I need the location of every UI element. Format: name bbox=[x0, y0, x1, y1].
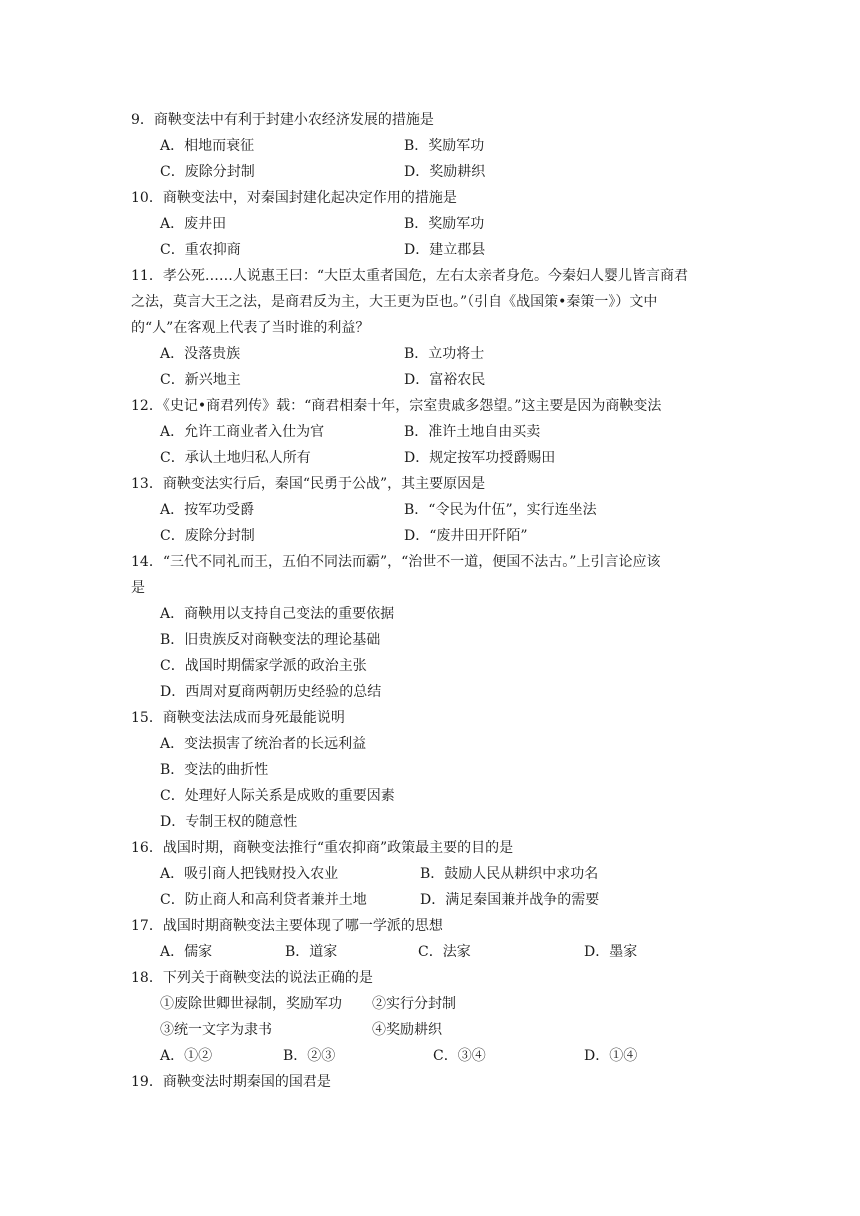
question-15-option-d: D．专制王权的随意性 bbox=[160, 814, 298, 830]
question-9-stem: 9．商鞅变法中有利于封建小农经济发展的措施是 bbox=[131, 112, 434, 128]
question-16-option-c: C．防止商人和高利贷者兼并土地 bbox=[160, 892, 367, 908]
question-17-option-c: C．法家 bbox=[418, 944, 471, 960]
question-12-option-a: A．允许工商业者入仕为官 bbox=[160, 424, 325, 440]
question-9-option-c: C．废除分封制 bbox=[160, 164, 255, 180]
question-13-option-a: A．按军功受爵 bbox=[160, 502, 255, 518]
question-18-option-c: C．③④ bbox=[433, 1048, 486, 1064]
question-11-option-d: D．富裕农民 bbox=[404, 372, 486, 388]
question-18-option-b: B．②③ bbox=[283, 1048, 336, 1064]
question-11-stem-line-1: 11．孝公死……人说惠王曰：“大臣太重者国危，左右太亲者身危。今秦妇人婴儿皆言商君 bbox=[131, 268, 688, 284]
question-14-stem-line-2: 是 bbox=[131, 580, 145, 596]
question-14-stem-line-1: 14．“三代不同礼而王，五伯不同法而霸”，“治世不一道，便国不法古。”上引言论应该 bbox=[131, 554, 661, 570]
question-9-option-a: A．相地而衰征 bbox=[160, 138, 255, 154]
question-18-statement-4: ④奖励耕织 bbox=[372, 1022, 442, 1038]
question-12-option-b: B．准许土地自由买卖 bbox=[404, 424, 541, 440]
question-12-option-d: D．规定按军功授爵赐田 bbox=[404, 450, 556, 466]
question-16-stem: 16．战国时期，商鞅变法推行“重农抑商”政策最主要的目的是 bbox=[131, 840, 514, 856]
question-16-option-d: D．满足秦国兼并战争的需要 bbox=[420, 892, 600, 908]
question-13-option-b: B．“令民为什伍”，实行连坐法 bbox=[404, 502, 597, 518]
question-10-option-a: A．废井田 bbox=[160, 216, 227, 232]
question-10-option-b: B．奖励军功 bbox=[404, 216, 485, 232]
question-11-option-c: C．新兴地主 bbox=[160, 372, 241, 388]
question-15-stem: 15．商鞅变法法成而身死最能说明 bbox=[131, 710, 345, 726]
question-11-option-a: A．没落贵族 bbox=[160, 346, 241, 362]
question-14-option-a: A．商鞅用以支持自己变法的重要依据 bbox=[160, 606, 395, 622]
question-18-statement-3: ③统一文字为隶书 bbox=[160, 1022, 272, 1038]
question-16-option-b: B．鼓励人民从耕织中求功名 bbox=[420, 866, 599, 882]
question-10-option-c: C．重农抑商 bbox=[160, 242, 241, 258]
question-11-stem-line-3: 的“人”在客观上代表了当时谁的利益？ bbox=[131, 320, 370, 336]
question-18-statement-2: ②实行分封制 bbox=[372, 996, 456, 1012]
question-15-option-c: C．处理好人际关系是成败的重要因素 bbox=[160, 788, 395, 804]
question-11-stem-line-2: 之法，莫言大王之法，是商君反为主，大王更为臣也。”（引自《战国策•秦策一》）文中 bbox=[131, 294, 658, 310]
question-12-stem: 12．《史记•商君列传》载：“商君相秦十年，宗室贵戚多怨望。”这主要是因为商鞅变法 bbox=[131, 398, 662, 414]
question-9-option-b: B．奖励军功 bbox=[404, 138, 485, 154]
question-13-option-d: D．“废井田开阡陌” bbox=[404, 528, 528, 544]
question-17-stem: 17．战国时期商鞅变法主要体现了哪一学派的思想 bbox=[131, 918, 443, 934]
question-17-option-b: B．道家 bbox=[285, 944, 338, 960]
question-18-stem: 18．下列关于商鞅变法的说法正确的是 bbox=[131, 970, 373, 986]
question-13-option-c: C．废除分封制 bbox=[160, 528, 255, 544]
question-15-option-b: B．变法的曲折性 bbox=[160, 762, 269, 778]
question-18-option-d: D．①④ bbox=[584, 1048, 638, 1064]
question-18-option-a: A．①② bbox=[160, 1048, 213, 1064]
question-17-option-a: A．儒家 bbox=[160, 944, 213, 960]
question-10-option-d: D．建立郡县 bbox=[404, 242, 486, 258]
question-12-option-c: C．承认土地归私人所有 bbox=[160, 450, 311, 466]
question-14-option-d: D．西周对夏商两朝历史经验的总结 bbox=[160, 684, 382, 700]
question-18-statement-1: ①废除世卿世禄制，奖励军功 bbox=[160, 996, 342, 1012]
question-10-stem: 10．商鞅变法中，对秦国封建化起决定作用的措施是 bbox=[131, 190, 457, 206]
question-17-option-d: D．墨家 bbox=[584, 944, 638, 960]
question-16-option-a: A．吸引商人把钱财投入农业 bbox=[160, 866, 339, 882]
question-9-option-d: D．奖励耕织 bbox=[404, 164, 486, 180]
question-13-stem: 13．商鞅变法实行后，秦国“民勇于公战”，其主要原因是 bbox=[131, 476, 486, 492]
question-15-option-a: A．变法损害了统治者的长远利益 bbox=[160, 736, 367, 752]
question-19-stem: 19．商鞅变法时期秦国的国君是 bbox=[131, 1074, 331, 1090]
question-14-option-c: C．战国时期儒家学派的政治主张 bbox=[160, 658, 367, 674]
question-14-option-b: B．旧贵族反对商鞅变法的理论基础 bbox=[160, 632, 381, 648]
question-11-option-b: B．立功将士 bbox=[404, 346, 485, 362]
